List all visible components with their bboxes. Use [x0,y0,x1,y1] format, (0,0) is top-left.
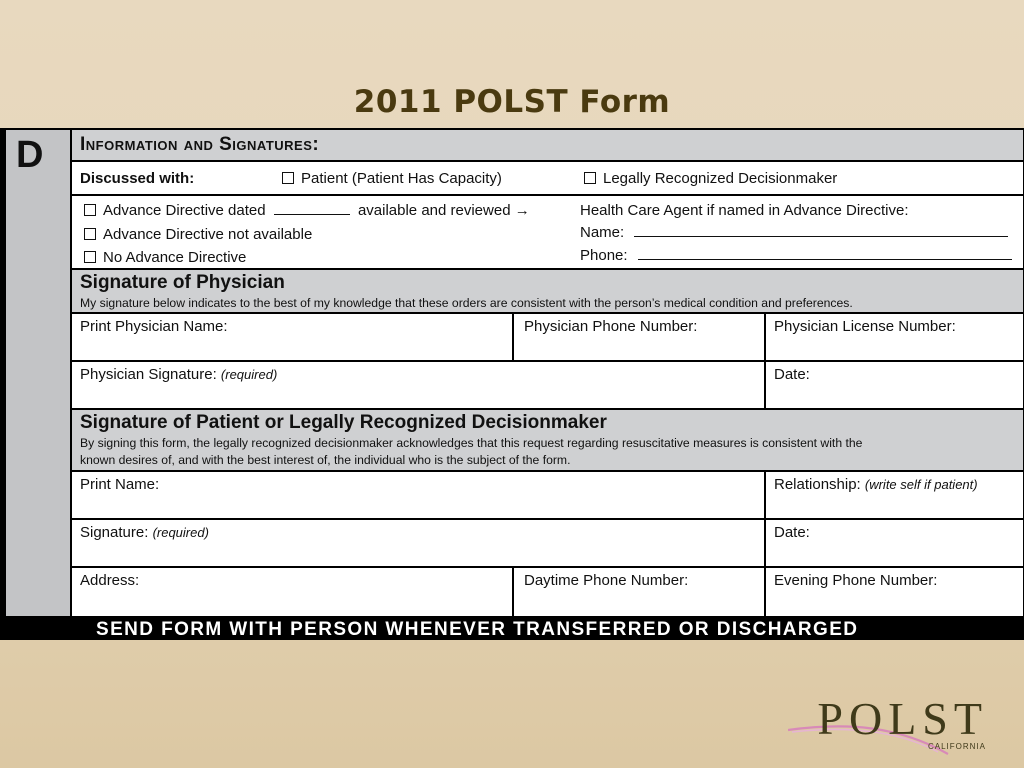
physician-signature-label: Physician Signature: [80,366,217,383]
patient-name-label: Print Name: [80,476,160,493]
physician-license-cell[interactable] [766,314,1023,360]
directive-date-blank[interactable] [274,202,350,215]
directive-dated-label: Advance Directive dated [103,202,266,219]
patient-signature-row [72,520,1023,566]
patient-signature-required: (required) [152,525,209,540]
physician-signature-label-group [80,366,277,383]
directive-dated-checkbox[interactable] [84,204,96,216]
directive-not-available-label: Advance Directive not available [103,226,313,243]
patient-signature-label: Signature: [80,524,149,541]
physician-phone-label: Physician Phone Number: [524,318,698,335]
patient-section-header [72,410,1023,470]
patient-date-cell[interactable] [766,520,1023,566]
agent-label: Health Care Agent if named in Advance Directive: [580,202,909,219]
physician-signature-required: (required) [220,367,278,382]
relationship-label: Relationship: [774,476,861,493]
logo-subtitle: CALIFORNIA [927,742,986,751]
physician-name-label: Print Physician Name: [80,318,228,335]
directive-not-available-checkbox[interactable] [84,228,96,240]
directive-dated-suffix: available and reviewed → [357,202,530,219]
physician-section-title: Signature of Physician [80,272,285,293]
directive-not-available-option[interactable] [84,226,312,243]
footer-banner [72,618,1023,640]
physician-section-header [72,270,1023,312]
no-directive-checkbox[interactable] [84,251,96,263]
relationship-label-group [774,476,978,493]
patient-section-note-line2: known desires of, and with the best interest of, the individual who is the subject of the form. [80,453,571,467]
physician-section-note: My signature below indicates to the best of my knowledge that these orders are consistent with the person’s medical condition and preferences. [80,296,853,310]
patient-name-cell[interactable] [72,472,764,518]
footer-text: SEND FORM WITH PERSON WHENEVER TRANSFERRED OR DISCHARGED [96,619,859,640]
patient-signature-label-group [80,524,209,541]
patient-option-label: Patient (Patient Has Capacity) [301,170,502,187]
relationship-cell[interactable] [766,472,1023,518]
discussed-patient-option[interactable] [282,170,502,187]
polst-logo [788,693,1008,760]
decisionmaker-checkbox[interactable] [584,172,596,184]
logo-word: POLST [817,693,988,744]
patient-date-label: Date: [774,524,810,541]
agent-phone-blank[interactable] [638,247,1012,260]
evening-phone-cell[interactable] [766,568,1023,616]
physician-info-row [72,314,1023,360]
no-directive-option[interactable] [84,249,246,266]
section-header-title: Information and Signatures: [80,134,320,155]
relationship-note: (write self if patient) [864,477,978,492]
agent-name-label: Name: [580,224,625,241]
directive-dated-option[interactable] [84,202,530,219]
physician-phone-cell[interactable] [514,314,764,360]
slide-title: 2011 POLST Form [353,84,671,120]
advance-directive-row [72,196,1023,268]
physician-date-cell[interactable] [766,362,1023,408]
daytime-phone-cell[interactable] [514,568,764,616]
physician-license-label: Physician License Number: [774,318,956,335]
patient-name-row [72,472,1023,518]
address-cell[interactable] [72,568,512,616]
polst-section-d [0,128,1024,640]
physician-name-cell[interactable] [72,314,512,360]
patient-contact-row [72,568,1023,616]
physician-signature-cell[interactable] [72,362,764,408]
discussed-with-row [72,162,1023,194]
no-directive-label: No Advance Directive [103,249,247,266]
discussed-decisionmaker-option[interactable] [584,170,837,187]
section-letter: D [16,134,44,176]
patient-signature-cell[interactable] [72,520,764,566]
evening-phone-label: Evening Phone Number: [774,572,938,589]
agent-phone-label: Phone: [580,247,628,264]
decisionmaker-option-label: Legally Recognized Decisionmaker [603,170,838,187]
physician-signature-row [72,362,1023,408]
agent-phone-field[interactable] [580,247,1012,264]
agent-name-blank[interactable] [634,224,1008,237]
physician-date-label: Date: [774,366,810,383]
patient-section-note-line1: By signing this form, the legally recognized decisionmaker acknowledges that this request regarding resuscitative measures is consistent with the [80,436,863,450]
patient-checkbox[interactable] [282,172,294,184]
section-letter-column [6,130,70,616]
address-label: Address: [80,572,140,589]
daytime-phone-label: Daytime Phone Number: [524,572,689,589]
discussed-with-label: Discussed with: [80,170,195,187]
section-header [72,130,1023,160]
agent-name-field[interactable] [580,224,1008,241]
patient-section-title: Signature of Patient or Legally Recognized Decisionmaker [80,412,607,433]
